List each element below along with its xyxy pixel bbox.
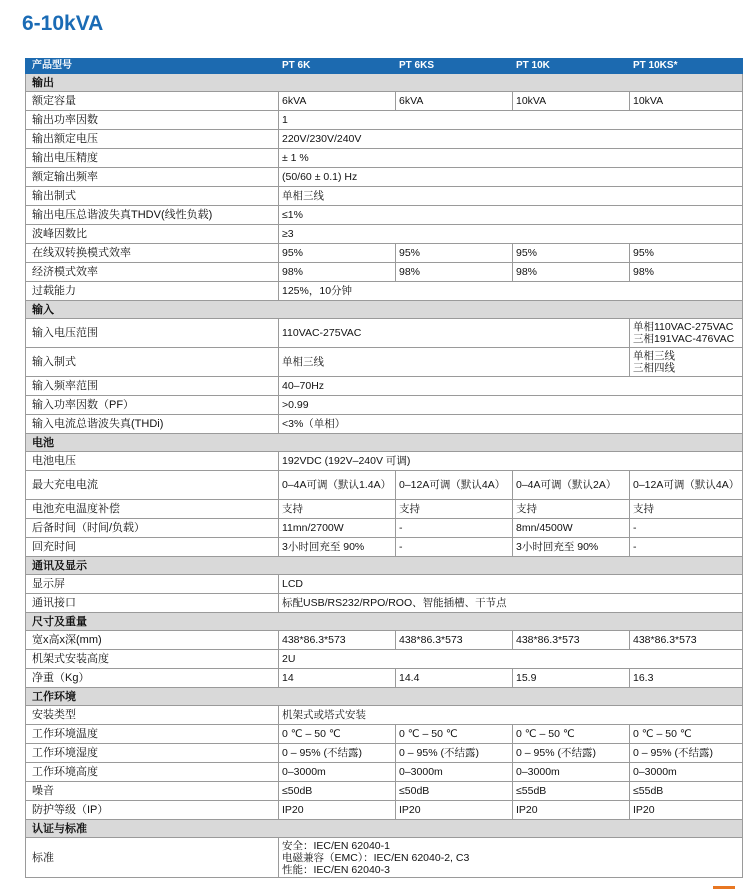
cell-value: 14.4 (396, 669, 513, 688)
model-pt10ks: PT 10KS* (630, 59, 743, 74)
section-title: 通讯及显示 (26, 557, 743, 575)
row-label: 输入电压范围 (26, 319, 279, 348)
section-title: 尺寸及重量 (26, 613, 743, 631)
cell-value: 3小时回充至 90% (279, 538, 396, 557)
cell-value: 95% (513, 244, 630, 263)
cell-value: 95% (279, 244, 396, 263)
row-label: 输入电流总谐波失真(THDi) (26, 415, 279, 434)
row-label: 输出电压精度 (26, 149, 279, 168)
cell-value: ≤55dB (513, 782, 630, 801)
section-environment (26, 688, 743, 706)
cell-value: 11mn/2700W (279, 519, 396, 538)
cell-value: 单相三线 (279, 187, 743, 206)
model-pt6ks: PT 6KS (396, 59, 513, 74)
table-row (26, 282, 743, 301)
cell-value: 0–4A可调（默认2A） (513, 471, 630, 500)
section-title: 工作环境 (26, 688, 743, 706)
cell-value: 单相三线 三相四线 (630, 348, 743, 377)
table-row (26, 631, 743, 650)
cell-value: 0 ℃ – 50 ℃ (396, 725, 513, 744)
cell-value: IP20 (513, 801, 630, 820)
table-row (26, 111, 743, 130)
cell-value: 14 (279, 669, 396, 688)
table-row (26, 225, 743, 244)
cell-value: 2U (279, 650, 743, 669)
row-label: 宽x高x深(mm) (26, 631, 279, 650)
row-label: 标准 (26, 838, 279, 878)
cell-value: 438*86.3*573 (630, 631, 743, 650)
row-label: 后备时间（时间/负载） (26, 519, 279, 538)
cell-value: 0–12A可调（默认4A） (630, 471, 743, 500)
cell-value: 支持 (396, 500, 513, 519)
cell-value: 125%，10分钟 (279, 282, 743, 301)
cell-value: >0.99 (279, 396, 743, 415)
table-row (26, 415, 743, 434)
table-row (26, 500, 743, 519)
cell-value: 110VAC-275VAC (279, 319, 630, 348)
cell-value: 98% (513, 263, 630, 282)
table-row (26, 348, 743, 377)
row-label: 电池充电温度补偿 (26, 500, 279, 519)
table-row (26, 168, 743, 187)
cell-value: 0–3000m (396, 763, 513, 782)
table-row (26, 725, 743, 744)
cell-value: 0 – 95% (不结露) (630, 744, 743, 763)
cell-value: 0 ℃ – 50 ℃ (630, 725, 743, 744)
table-row (26, 263, 743, 282)
cell-value: 0–12A可调（默认4A） (396, 471, 513, 500)
row-label: 输出功率因数 (26, 111, 279, 130)
row-label: 经济模式效率 (26, 263, 279, 282)
cell-value: 40–70Hz (279, 377, 743, 396)
section-output (26, 74, 743, 92)
row-label: 额定输出频率 (26, 168, 279, 187)
row-label: 输入制式 (26, 348, 279, 377)
cell-value: 安全：IEC/EN 62040-1 电磁兼容（EMC）：IEC/EN 62040-2, C3 性能：IEC/EN 62040-3 (279, 838, 743, 878)
spec-table (25, 58, 743, 878)
table-row (26, 187, 743, 206)
table-row (26, 538, 743, 557)
cell-value: - (396, 519, 513, 538)
page-title: 6-10kVA (22, 12, 104, 35)
cell-value: 98% (396, 263, 513, 282)
table-row (26, 244, 743, 263)
cell-value: 0–4A可调（默认1.4A） (279, 471, 396, 500)
cell-value: - (630, 538, 743, 557)
row-label: 额定容量 (26, 92, 279, 111)
row-label: 防护等级（IP） (26, 801, 279, 820)
cell-value: 单相三线 (279, 348, 630, 377)
cell-value: 0 – 95% (不结露) (279, 744, 396, 763)
table-row (26, 377, 743, 396)
table-row (26, 206, 743, 225)
cell-value: 15.9 (513, 669, 630, 688)
section-dimensions (26, 613, 743, 631)
cell-value: LCD (279, 575, 743, 594)
cell-value: 16.3 (630, 669, 743, 688)
table-row (26, 801, 743, 820)
table-row (26, 92, 743, 111)
table-row (26, 396, 743, 415)
section-title: 输出 (26, 74, 743, 92)
section-title: 认证与标准 (26, 820, 743, 838)
table-row (26, 838, 743, 878)
section-input (26, 301, 743, 319)
header-label: 产品型号 (26, 59, 279, 74)
row-label: 输出额定电压 (26, 130, 279, 149)
row-label: 显示屏 (26, 575, 279, 594)
cell-value: 6kVA (396, 92, 513, 111)
table-row (26, 782, 743, 801)
cell-value: 单相110VAC-275VAC 三相191VAC-476VAC (630, 319, 743, 348)
table-row (26, 575, 743, 594)
cell-value: 3小时回充至 90% (513, 538, 630, 557)
table-row (26, 149, 743, 168)
cell-value: - (630, 519, 743, 538)
cell-value: ≤1% (279, 206, 743, 225)
cell-value: ± 1 % (279, 149, 743, 168)
cell-value: 0 – 95% (不结露) (396, 744, 513, 763)
cell-value: 1 (279, 111, 743, 130)
row-label: 工作环境温度 (26, 725, 279, 744)
table-row (26, 669, 743, 688)
cell-value: 95% (630, 244, 743, 263)
cell-value: ≤50dB (396, 782, 513, 801)
cell-value: 192VDC (192V–240V 可调) (279, 452, 743, 471)
row-label: 机架式安装高度 (26, 650, 279, 669)
cell-value: ≤55dB (630, 782, 743, 801)
table-row (26, 706, 743, 725)
model-pt6k: PT 6K (279, 59, 396, 74)
cell-value: 0 ℃ – 50 ℃ (513, 725, 630, 744)
cell-value: 0–3000m (279, 763, 396, 782)
row-label: 在线双转换模式效率 (26, 244, 279, 263)
cell-value: 10kVA (630, 92, 743, 111)
row-label: 工作环境高度 (26, 763, 279, 782)
cell-value: 0–3000m (630, 763, 743, 782)
cell-value: 220V/230V/240V (279, 130, 743, 149)
row-label: 净重（Kg） (26, 669, 279, 688)
row-label: 输出电压总谐波失真THDV(线性负载) (26, 206, 279, 225)
cell-value: 0 ℃ – 50 ℃ (279, 725, 396, 744)
cell-value: 8mn/4500W (513, 519, 630, 538)
section-battery (26, 434, 743, 452)
row-label: 最大充电电流 (26, 471, 279, 500)
row-label: 安装类型 (26, 706, 279, 725)
row-label: 噪音 (26, 782, 279, 801)
section-cert (26, 820, 743, 838)
table-row (26, 452, 743, 471)
cell-value: 438*86.3*573 (513, 631, 630, 650)
section-title: 电池 (26, 434, 743, 452)
cell-value: 支持 (279, 500, 396, 519)
section-title: 输入 (26, 301, 743, 319)
cell-value: ≤50dB (279, 782, 396, 801)
cell-value: 95% (396, 244, 513, 263)
cell-value: 6kVA (279, 92, 396, 111)
model-pt10k: PT 10K (513, 59, 630, 74)
cell-value: 438*86.3*573 (396, 631, 513, 650)
cell-value: ≥3 (279, 225, 743, 244)
cell-value: 支持 (513, 500, 630, 519)
cell-value: IP20 (630, 801, 743, 820)
row-label: 电池电压 (26, 452, 279, 471)
cell-value: 支持 (630, 500, 743, 519)
cell-value: 0–3000m (513, 763, 630, 782)
cell-value: IP20 (396, 801, 513, 820)
table-row (26, 744, 743, 763)
table-row (26, 650, 743, 669)
table-header-row (26, 59, 743, 74)
cell-value: 标配USB/RS232/RPO/ROO、智能插槽、干节点 (279, 594, 743, 613)
row-label: 波峰因数比 (26, 225, 279, 244)
cell-value: 机架式或塔式安装 (279, 706, 743, 725)
cell-value: - (396, 538, 513, 557)
cell-value: (50/60 ± 0.1) Hz (279, 168, 743, 187)
cell-value: <3%（单相） (279, 415, 743, 434)
section-comm (26, 557, 743, 575)
row-label: 输入功率因数（PF） (26, 396, 279, 415)
row-label: 通讯接口 (26, 594, 279, 613)
table-row (26, 594, 743, 613)
row-label: 过载能力 (26, 282, 279, 301)
cell-value: 438*86.3*573 (279, 631, 396, 650)
cell-value: 98% (279, 263, 396, 282)
table-row (26, 130, 743, 149)
cell-value: 0 – 95% (不结露) (513, 744, 630, 763)
table-row (26, 519, 743, 538)
cell-value: 98% (630, 263, 743, 282)
row-label: 工作环境湿度 (26, 744, 279, 763)
table-row (26, 471, 743, 500)
row-label: 回充时间 (26, 538, 279, 557)
cell-value: IP20 (279, 801, 396, 820)
row-label: 输出制式 (26, 187, 279, 206)
table-row (26, 319, 743, 348)
table-row (26, 763, 743, 782)
corner-accent (713, 886, 735, 889)
row-label: 输入频率范围 (26, 377, 279, 396)
cell-value: 10kVA (513, 92, 630, 111)
